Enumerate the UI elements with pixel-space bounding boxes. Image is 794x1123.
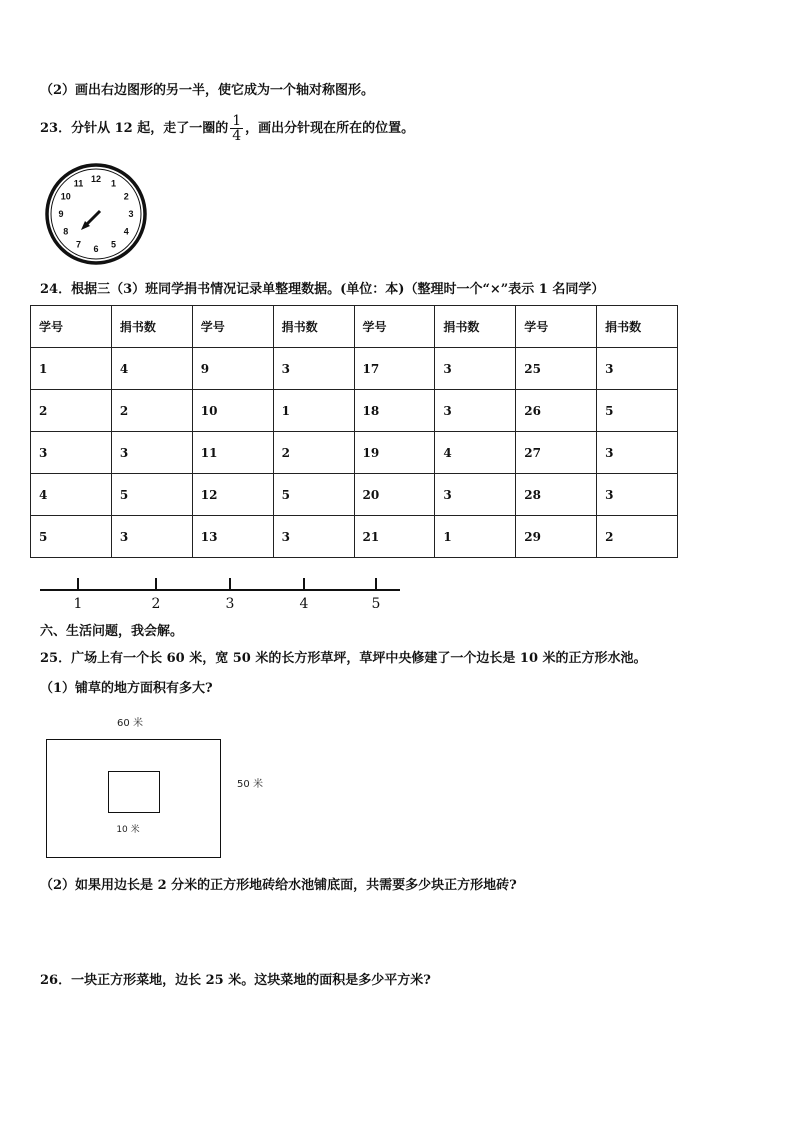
table-cell: 3 [273, 348, 354, 390]
table-header-cell: 学号 [516, 306, 597, 348]
pool-square [109, 772, 160, 813]
table-cell: 1 [435, 516, 516, 558]
table-header-cell: 捐书数 [597, 306, 678, 348]
table-cell: 11 [192, 432, 273, 474]
table-cell: 3 [111, 516, 192, 558]
clock-number: 4 [123, 226, 129, 237]
number-line-label: 2 [151, 596, 161, 612]
table-cell: 5 [273, 474, 354, 516]
table-row [31, 432, 678, 474]
lawn-width-label: 50 米 [237, 779, 263, 790]
number-line-label: 3 [225, 596, 235, 612]
number-line-label: 1 [73, 596, 83, 612]
q23-fraction-numerator: 1 [232, 113, 242, 129]
q23-text-after: ，画出分针现在所在的位置。 [245, 121, 415, 136]
section-6-heading: 六、生活问题，我会解。 [40, 624, 184, 639]
table-cell: 3 [597, 474, 678, 516]
lawn-length-label: 60 米 [117, 718, 143, 729]
table-row [31, 390, 678, 432]
q23-text [40, 112, 414, 146]
table-cell: 20 [354, 474, 435, 516]
table-cell: 3 [31, 432, 112, 474]
table-header-row [31, 306, 678, 348]
pool-side-label: 10 米 [116, 825, 140, 835]
lawn-rectangle [47, 740, 221, 858]
table-cell: 3 [597, 348, 678, 390]
table-row [31, 516, 678, 558]
table-cell: 9 [192, 348, 273, 390]
number-line-label: 4 [299, 596, 309, 612]
table-cell: 28 [516, 474, 597, 516]
clock-number: 7 [75, 239, 82, 250]
table-cell: 4 [435, 432, 516, 474]
clock-number: 8 [63, 226, 69, 237]
table-cell: 3 [111, 432, 192, 474]
table-header-cell: 学号 [354, 306, 435, 348]
table-cell: 12 [192, 474, 273, 516]
q23-text-before: 23．分针从 12 起，走了一圈的 [40, 121, 229, 136]
table-cell: 26 [516, 390, 597, 432]
clock-face [40, 160, 152, 270]
clock-number: 2 [123, 191, 129, 202]
table-cell: 17 [354, 348, 435, 390]
q23-fraction [230, 114, 243, 143]
table-header-cell: 捐书数 [111, 306, 192, 348]
clock-number: 3 [128, 209, 134, 219]
q22-part2-text: （2）画出右边图形的另一半，使它成为一个轴对称图形。 [40, 83, 375, 98]
table-cell: 1 [31, 348, 112, 390]
clock-number: 5 [110, 239, 117, 250]
clock-number: 11 [73, 178, 84, 189]
table-cell: 10 [192, 390, 273, 432]
table-cell: 5 [111, 474, 192, 516]
table-row [31, 474, 678, 516]
table-cell: 5 [31, 516, 112, 558]
table-cell: 3 [435, 390, 516, 432]
table-header-cell: 学号 [192, 306, 273, 348]
table-cell: 3 [435, 474, 516, 516]
q25-part2-text: （2）如果用边长是 2 分米的正方形地砖给水池铺底面，共需要多少块正方形地砖? [40, 878, 517, 893]
q24-text: 24．根据三（3）班同学捐书情况记录单整理数据。(单位：本)（整理时一个“×”表示 1 名同学） [40, 282, 605, 297]
table-cell: 3 [273, 516, 354, 558]
table-row [31, 348, 678, 390]
donation-table [30, 305, 678, 558]
table-cell: 25 [516, 348, 597, 390]
table-cell: 4 [31, 474, 112, 516]
table-cell: 29 [516, 516, 597, 558]
q23-fraction-denominator: 4 [232, 128, 242, 144]
table-cell: 3 [597, 432, 678, 474]
number-line-label: 5 [371, 596, 381, 612]
table-cell: 2 [597, 516, 678, 558]
table-cell: 4 [111, 348, 192, 390]
clock-number: 6 [93, 244, 99, 254]
number-line [36, 572, 408, 614]
table-header-cell: 学号 [31, 306, 112, 348]
table-cell: 2 [111, 390, 192, 432]
table-cell: 2 [31, 390, 112, 432]
table-cell: 18 [354, 390, 435, 432]
table-cell: 1 [273, 390, 354, 432]
clock-number: 1 [110, 178, 117, 189]
q25-part1-text: （1）铺草的地方面积有多大? [40, 681, 213, 696]
q25-text: 25．广场上有一个长 60 米，宽 50 米的长方形草坪，草坪中央修建了一个边长是 10 米的正方形水池。 [40, 651, 647, 666]
lawn-diagram [40, 710, 280, 865]
clock-number: 12 [90, 174, 102, 184]
table-cell: 27 [516, 432, 597, 474]
table-cell: 2 [273, 432, 354, 474]
table-header-cell: 捐书数 [435, 306, 516, 348]
table-cell: 3 [435, 348, 516, 390]
table-cell: 13 [192, 516, 273, 558]
clock-number: 10 [60, 191, 71, 202]
table-cell: 19 [354, 432, 435, 474]
clock-number: 9 [58, 209, 64, 219]
table-header-cell: 捐书数 [273, 306, 354, 348]
table-cell: 5 [597, 390, 678, 432]
q26-text: 26．一块正方形菜地，边长 25 米。这块菜地的面积是多少平方米? [40, 973, 431, 988]
table-cell: 21 [354, 516, 435, 558]
